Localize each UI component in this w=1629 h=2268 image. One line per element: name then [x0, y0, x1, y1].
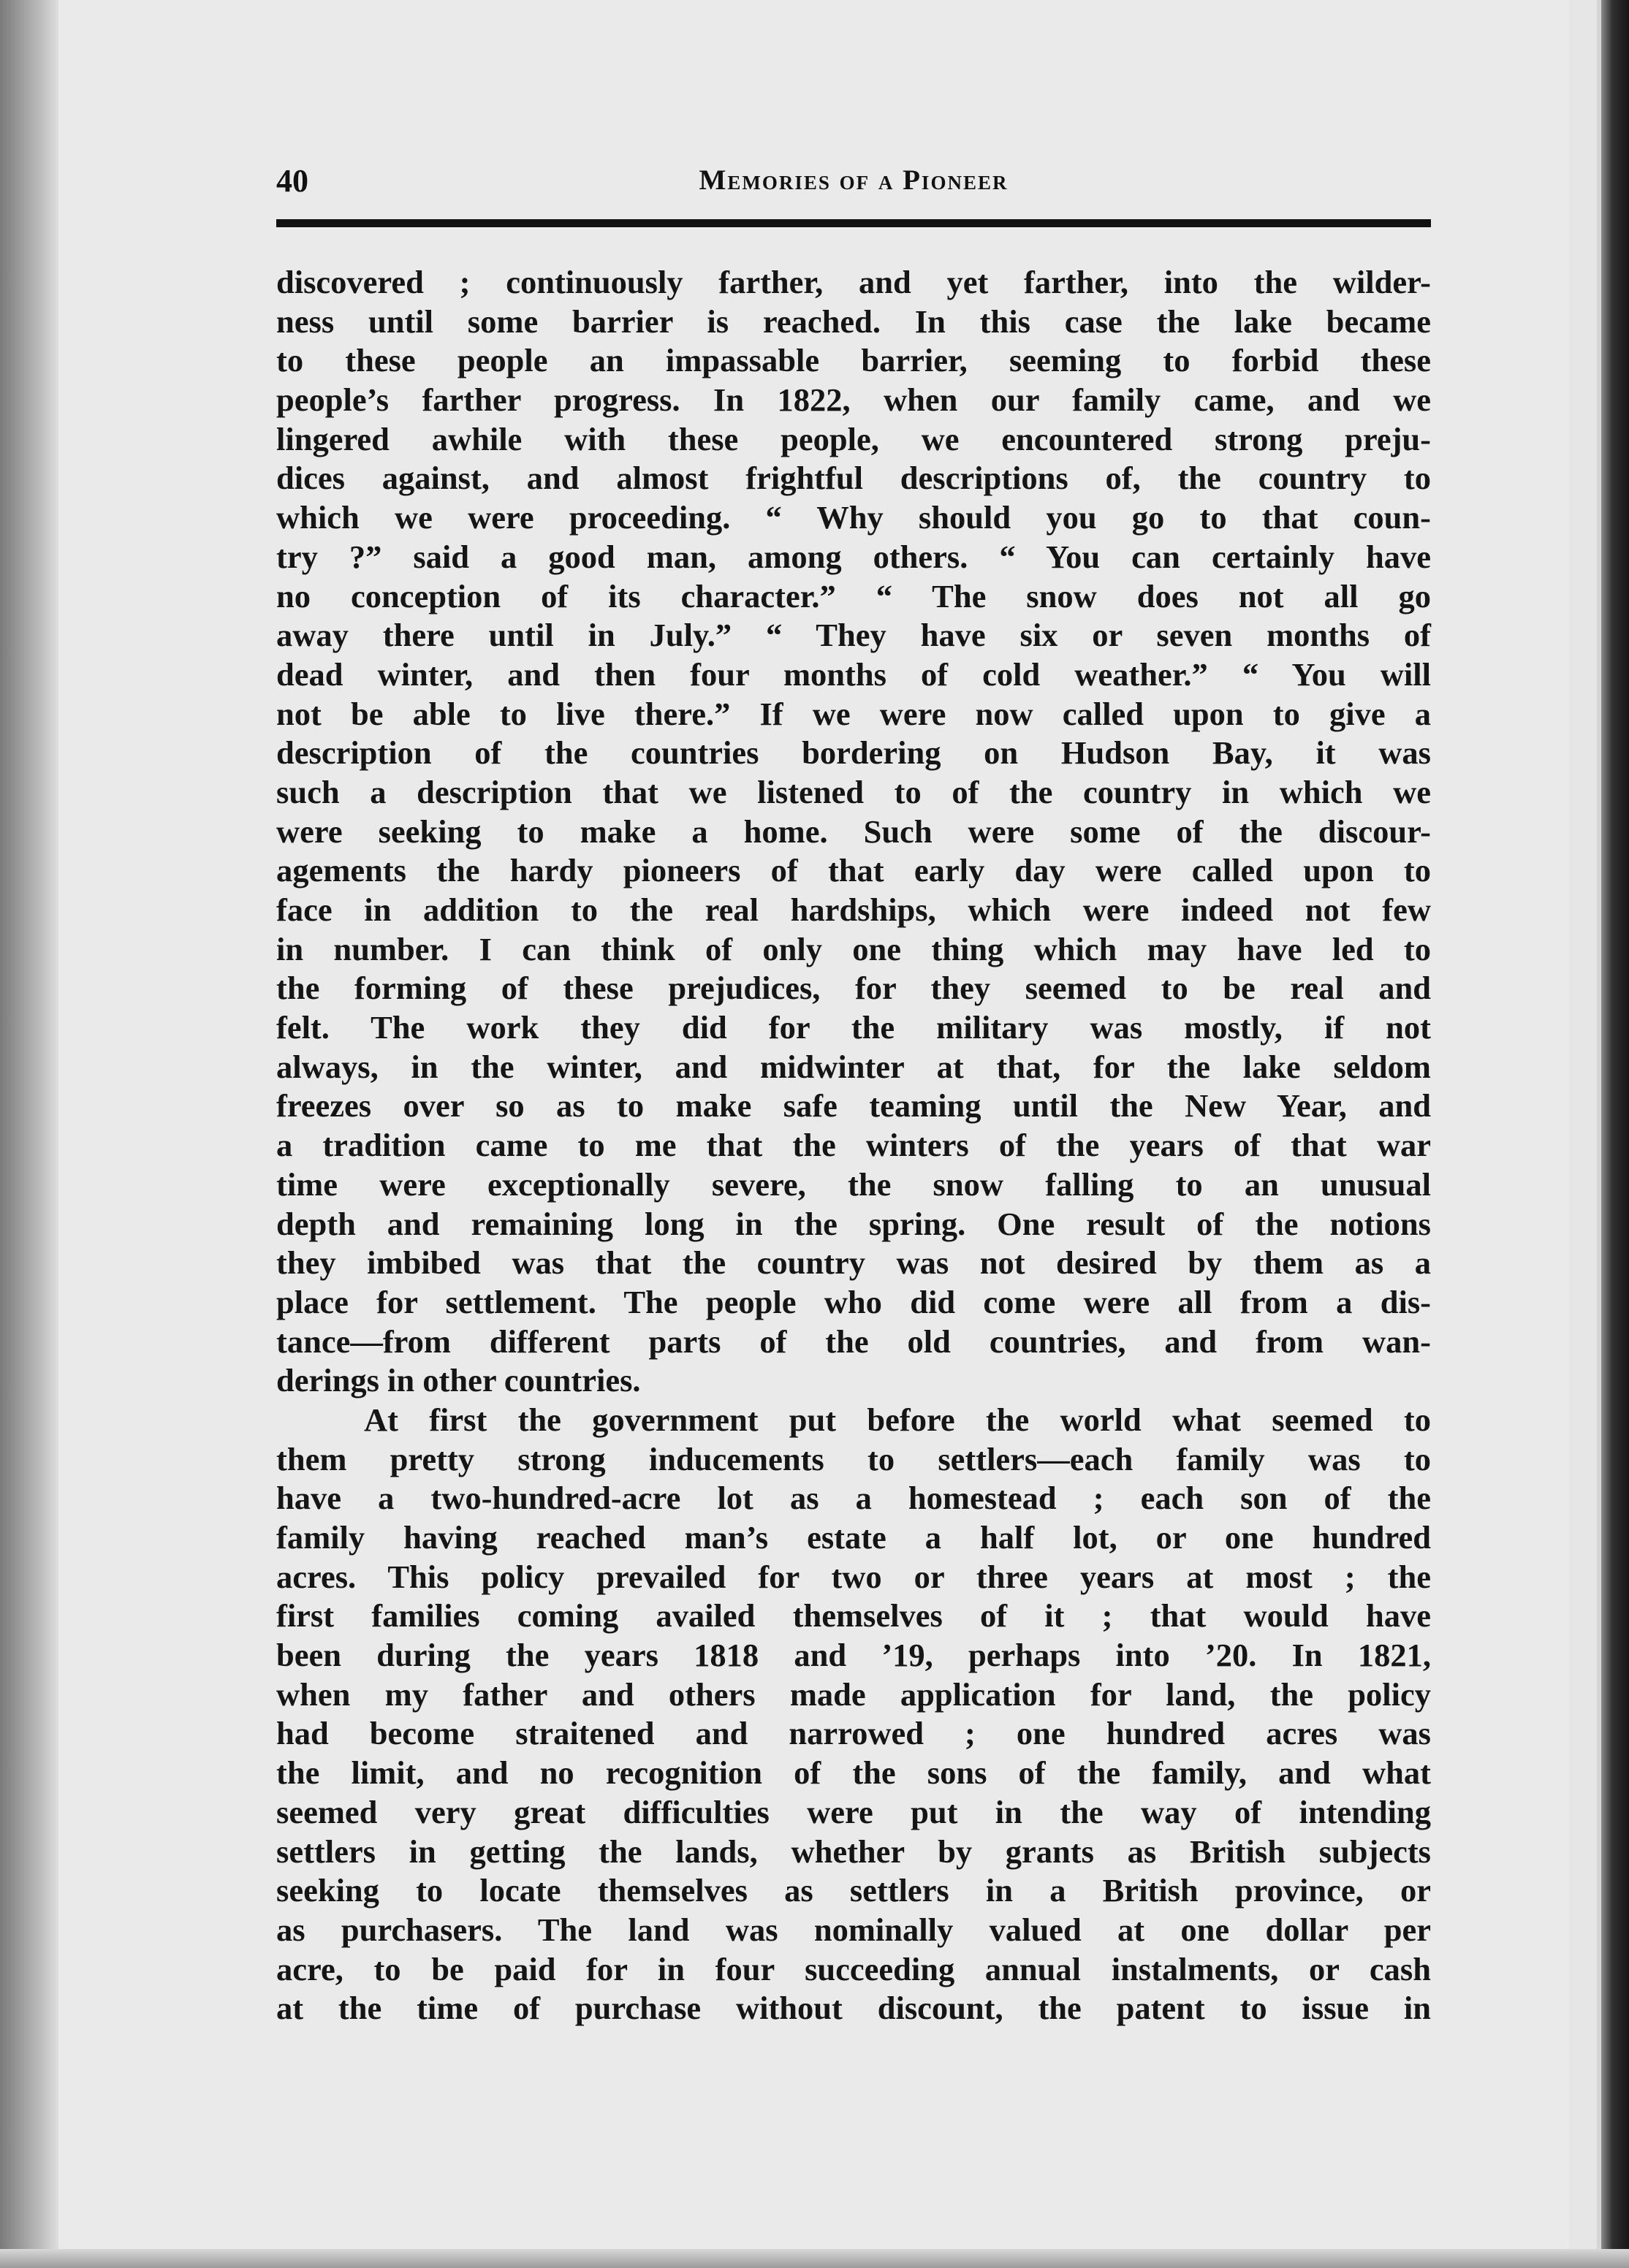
text-line: first families coming availed themselves of it ; that would have [276, 1597, 1431, 1635]
text-line: away there until in July.” “ They have six or seven months of [276, 617, 1431, 654]
text-line: people’s farther progress. In 1822, when our family came, and we [276, 381, 1431, 419]
text-line: no conception of its character.” “ The snow does not all go [276, 577, 1431, 614]
header-rule [276, 219, 1431, 227]
text-line: the forming of these prejudices, for they seemed to be real and [276, 970, 1431, 1007]
text-line: when my father and others made application for land, the policy [276, 1675, 1431, 1713]
text-line: lingered awhile with these people, we encountered strong preju- [276, 420, 1431, 457]
text-line: family having reached man’s estate a half lot, or one hundred [276, 1519, 1431, 1556]
page-header [276, 155, 1431, 213]
text-line: place for settlement. The people who did come were all from a dis- [276, 1283, 1431, 1320]
text-line: agements the hardy pioneers of that early day were called upon to [276, 852, 1431, 889]
text-line: description of the countries bordering on Hudson Bay, it was [276, 734, 1431, 772]
text-line: dices against, and almost frightful descriptions of, the country to [276, 460, 1431, 497]
text-line: which we were proceeding. “ Why should you go to that coun- [276, 499, 1431, 536]
text-line: ness until some barrier is reached. In this case the lake became [276, 302, 1431, 340]
body-text [276, 263, 1431, 2028]
text-line: been during the years 1818 and ’19, perhaps into ’20. In 1821, [276, 1637, 1431, 1674]
text-line: had become straitened and narrowed ; one hundred acres was [276, 1715, 1431, 1752]
text-line: at the time of purchase without discount, the patent to issue in [276, 1990, 1431, 2027]
text-line: them pretty strong inducements to settlers—each family was to [276, 1440, 1431, 1477]
text-line: not be able to live there.” If we were now called upon to give a [276, 695, 1431, 732]
paragraph-start-line: At first the government put before the world what seemed to [364, 1401, 1431, 1438]
text-line: have a two-hundred-acre lot as a homestead ; each son of the [276, 1480, 1431, 1517]
text-line: the limit, and no recognition of the sons of the family, and what [276, 1754, 1431, 1792]
text-line: were seeking to make a home. Such were some of the discour- [276, 813, 1431, 850]
text-line: seeking to locate themselves as settlers in a British province, or [276, 1872, 1431, 1909]
paragraph-end-line: derings in other countries. [276, 1362, 641, 1399]
binding-gutter [0, 0, 58, 2268]
page-edge-shadow [1601, 0, 1629, 2268]
text-line: time were exceptionally severe, the snow falling to an unusual [276, 1165, 1431, 1203]
text-line: settlers in getting the lands, whether by grants as British subjects [276, 1833, 1431, 1870]
text-line: acres. This policy prevailed for two or three years at most ; the [276, 1558, 1431, 1595]
bottom-edge-shadow [0, 2249, 1629, 2268]
text-line: always, in the winter, and midwinter at that, for the lake seldom [276, 1048, 1431, 1085]
text-line: tance—from different parts of the old countries, and from wan- [276, 1323, 1431, 1360]
text-line: felt. The work they did for the military was mostly, if not [276, 1009, 1431, 1046]
text-line: to these people an impassable barrier, seeming to forbid these [276, 342, 1431, 379]
text-line: such a description that we listened to of the country in which we [276, 773, 1431, 810]
text-line: freezes over so as to make safe teaming until the New Year, and [276, 1087, 1431, 1125]
text-line: try ?” said a good man, among others. “ You can certainly have [276, 538, 1431, 575]
text-line: a tradition came to me that the winters of the years of that war [276, 1127, 1431, 1164]
page-number: 40 [276, 163, 308, 199]
text-line: in number. I can think of only one thing which may have led to [276, 930, 1431, 967]
text-line: they imbibed was that the country was not desired by them as a [276, 1244, 1431, 1282]
text-line: depth and remaining long in the spring. One result of the notions [276, 1205, 1431, 1242]
text-line: dead winter, and then four months of cold weather.” “ You will [276, 655, 1431, 693]
text-line: discovered ; continuously farther, and yet farther, into the wilder- [276, 264, 1431, 300]
text-line: acre, to be paid for in four succeeding annual instalments, or cash [276, 1950, 1431, 1987]
running-head: Memories of a Pioneer [699, 164, 1009, 196]
text-line: as purchasers. The land was nominally valued at one dollar per [276, 1911, 1431, 1948]
text-line: face in addition to the real hardships, which were indeed not few [276, 891, 1431, 928]
text-line: seemed very great difficulties were put in the way of intending [276, 1793, 1431, 1830]
